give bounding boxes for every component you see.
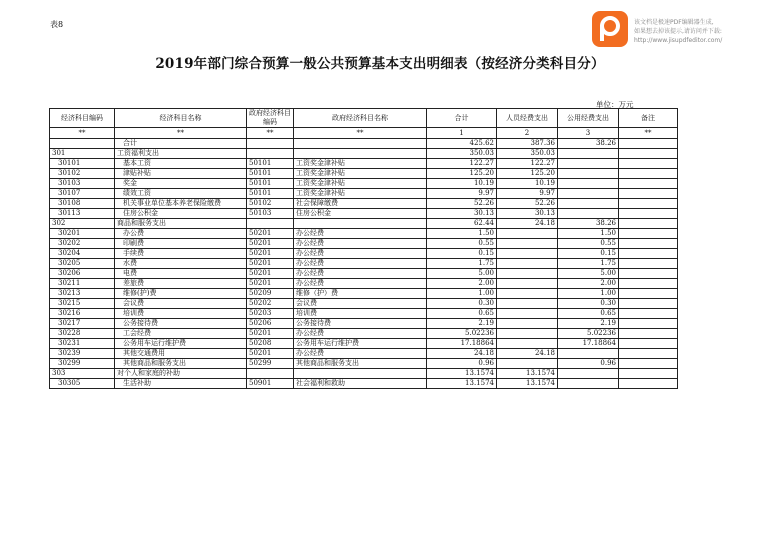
- total-cell: 62.44: [427, 219, 497, 229]
- table-row: [50, 159, 678, 169]
- total-cell: 1.75: [427, 259, 497, 269]
- total-cell: 24.18: [427, 349, 497, 359]
- personnel-expense-cell: [497, 329, 558, 339]
- personnel-expense-cell: 13.1574: [497, 369, 558, 379]
- table-header-row: [50, 109, 678, 128]
- total-cell: 125.20: [427, 169, 497, 179]
- note-cell: [619, 209, 678, 219]
- personnel-expense-cell: 350.03: [497, 149, 558, 159]
- header-cell: 人员经费支出: [497, 109, 558, 128]
- total-cell: 30.13: [427, 209, 497, 219]
- note-cell: [619, 349, 678, 359]
- public-expense-cell: 38.26: [558, 219, 619, 229]
- note-cell: [619, 319, 678, 329]
- gov-code-cell: 50201: [247, 229, 294, 239]
- economic-name-cell: 合计: [115, 139, 247, 149]
- column-index-cell: 2: [497, 128, 558, 139]
- table-row: [50, 309, 678, 319]
- document-title: 2019年部门综合预算一般公共预算基本支出明细表（按经济分类科目分）: [155, 56, 605, 72]
- economic-name-cell: 水费: [115, 259, 247, 269]
- total-cell: 0.65: [427, 309, 497, 319]
- total-cell: 0.55: [427, 239, 497, 249]
- gov-code-cell: 50202: [247, 299, 294, 309]
- header-cell: 政府经济科目编码: [247, 109, 294, 128]
- table-row: [50, 149, 678, 159]
- note-cell: [619, 159, 678, 169]
- total-cell: 52.26: [427, 199, 497, 209]
- economic-code-cell: 30202: [50, 239, 115, 249]
- public-expense-cell: [558, 379, 619, 389]
- pdf-editor-watermark[interactable]: [592, 10, 752, 56]
- note-cell: [619, 169, 678, 179]
- total-cell: 10.19: [427, 179, 497, 189]
- total-cell: 0.96: [427, 359, 497, 369]
- total-cell: 5.02236: [427, 329, 497, 339]
- gov-code-cell: 50201: [247, 259, 294, 269]
- economic-name-cell: 对个人和家庭的补助: [115, 369, 247, 379]
- table-row: [50, 199, 678, 209]
- public-expense-cell: 38.26: [558, 139, 619, 149]
- economic-code-cell: 30211: [50, 279, 115, 289]
- gov-code-cell: 50101: [247, 169, 294, 179]
- header-cell: 经济科目名称: [115, 109, 247, 128]
- gov-name-cell: 工资奖金津补贴: [294, 179, 427, 189]
- note-cell: [619, 149, 678, 159]
- total-cell: 5.00: [427, 269, 497, 279]
- economic-code-cell: 30201: [50, 229, 115, 239]
- gov-name-cell: [294, 369, 427, 379]
- gov-name-cell: 办公经费: [294, 239, 427, 249]
- economic-code-cell: 303: [50, 369, 115, 379]
- table-row: [50, 339, 678, 349]
- economic-code-cell: 30216: [50, 309, 115, 319]
- public-expense-cell: [558, 199, 619, 209]
- public-expense-cell: 5.00: [558, 269, 619, 279]
- public-expense-cell: [558, 159, 619, 169]
- note-cell: [619, 139, 678, 149]
- table-row: [50, 219, 678, 229]
- economic-name-cell: 维修(护)费: [115, 289, 247, 299]
- total-cell: 1.50: [427, 229, 497, 239]
- personnel-expense-cell: [497, 289, 558, 299]
- economic-name-cell: 会议费: [115, 299, 247, 309]
- gov-name-cell: [294, 219, 427, 229]
- budget-detail-table: [49, 108, 678, 389]
- gov-name-cell: 办公经费: [294, 279, 427, 289]
- header-cell: 合计: [427, 109, 497, 128]
- table-row: [50, 349, 678, 359]
- economic-code-cell: [50, 139, 115, 149]
- note-cell: [619, 339, 678, 349]
- gov-name-cell: 其他商品和服务支出: [294, 359, 427, 369]
- economic-code-cell: 30299: [50, 359, 115, 369]
- gov-name-cell: 办公经费: [294, 349, 427, 359]
- note-cell: [619, 199, 678, 209]
- gov-name-cell: 公务用车运行维护费: [294, 339, 427, 349]
- table-row: [50, 379, 678, 389]
- economic-code-cell: 30217: [50, 319, 115, 329]
- public-expense-cell: 1.50: [558, 229, 619, 239]
- table-row: [50, 259, 678, 269]
- personnel-expense-cell: 24.18: [497, 349, 558, 359]
- personnel-expense-cell: 24.18: [497, 219, 558, 229]
- note-cell: [619, 379, 678, 389]
- public-expense-cell: [558, 189, 619, 199]
- public-expense-cell: 2.00: [558, 279, 619, 289]
- public-expense-cell: [558, 169, 619, 179]
- economic-name-cell: 电费: [115, 269, 247, 279]
- table-row: [50, 169, 678, 179]
- personnel-expense-cell: [497, 309, 558, 319]
- gov-code-cell: 50201: [247, 269, 294, 279]
- economic-code-cell: 30205: [50, 259, 115, 269]
- table-row: [50, 369, 678, 379]
- header-cell: 公用经费支出: [558, 109, 619, 128]
- table-row: [50, 179, 678, 189]
- economic-name-cell: 工资福利支出: [115, 149, 247, 159]
- header-cell: 备注: [619, 109, 678, 128]
- note-cell: [619, 369, 678, 379]
- economic-code-cell: 30103: [50, 179, 115, 189]
- total-cell: 350.03: [427, 149, 497, 159]
- gov-name-cell: 社会保障缴费: [294, 199, 427, 209]
- personnel-expense-cell: [497, 279, 558, 289]
- public-expense-cell: 1.00: [558, 289, 619, 299]
- economic-name-cell: 商品和服务支出: [115, 219, 247, 229]
- economic-code-cell: 30231: [50, 339, 115, 349]
- economic-name-cell: 奖金: [115, 179, 247, 189]
- gov-code-cell: 50201: [247, 349, 294, 359]
- table-row: [50, 319, 678, 329]
- economic-code-cell: 30102: [50, 169, 115, 179]
- note-cell: [619, 329, 678, 339]
- personnel-expense-cell: 125.20: [497, 169, 558, 179]
- economic-name-cell: 公务接待费: [115, 319, 247, 329]
- personnel-expense-cell: 10.19: [497, 179, 558, 189]
- total-cell: 0.15: [427, 249, 497, 259]
- gov-name-cell: 住房公积金: [294, 209, 427, 219]
- public-expense-cell: 0.65: [558, 309, 619, 319]
- column-index-cell: 1: [427, 128, 497, 139]
- column-index-cell: **: [50, 128, 115, 139]
- public-expense-cell: [558, 179, 619, 189]
- note-cell: [619, 239, 678, 249]
- gov-code-cell: 50101: [247, 189, 294, 199]
- gov-name-cell: 培训费: [294, 309, 427, 319]
- column-index-cell: **: [115, 128, 247, 139]
- personnel-expense-cell: 30.13: [497, 209, 558, 219]
- gov-name-cell: 工资奖金津补贴: [294, 169, 427, 179]
- table-row: [50, 269, 678, 279]
- gov-name-cell: 社会福利和救助: [294, 379, 427, 389]
- note-cell: [619, 219, 678, 229]
- gov-code-cell: 50103: [247, 209, 294, 219]
- public-expense-cell: [558, 209, 619, 219]
- gov-name-cell: [294, 149, 427, 159]
- economic-code-cell: 30215: [50, 299, 115, 309]
- public-expense-cell: 1.75: [558, 259, 619, 269]
- column-index-row: [50, 128, 678, 139]
- economic-code-cell: 30204: [50, 249, 115, 259]
- table-row: [50, 279, 678, 289]
- header-cell: 政府经济科目名称: [294, 109, 427, 128]
- economic-name-cell: 绩效工资: [115, 189, 247, 199]
- gov-code-cell: 50208: [247, 339, 294, 349]
- table-row: [50, 249, 678, 259]
- public-expense-cell: 5.02236: [558, 329, 619, 339]
- table-row: [50, 359, 678, 369]
- economic-code-cell: 30113: [50, 209, 115, 219]
- public-expense-cell: [558, 149, 619, 159]
- note-cell: [619, 279, 678, 289]
- personnel-expense-cell: [497, 359, 558, 369]
- economic-name-cell: 住房公积金: [115, 209, 247, 219]
- gov-code-cell: [247, 149, 294, 159]
- economic-code-cell: 30305: [50, 379, 115, 389]
- personnel-expense-cell: [497, 299, 558, 309]
- total-cell: 13.1574: [427, 369, 497, 379]
- table-row: [50, 239, 678, 249]
- economic-name-cell: 津贴补贴: [115, 169, 247, 179]
- note-cell: [619, 269, 678, 279]
- economic-name-cell: 手续费: [115, 249, 247, 259]
- gov-name-cell: 公务接待费: [294, 319, 427, 329]
- gov-code-cell: 50209: [247, 289, 294, 299]
- economic-name-cell: 差旅费: [115, 279, 247, 289]
- economic-code-cell: 30213: [50, 289, 115, 299]
- header-cell: 经济科目编码: [50, 109, 115, 128]
- personnel-expense-cell: [497, 229, 558, 239]
- public-expense-cell: 0.15: [558, 249, 619, 259]
- personnel-expense-cell: [497, 249, 558, 259]
- economic-name-cell: 办公费: [115, 229, 247, 239]
- table-row: [50, 189, 678, 199]
- economic-code-cell: 301: [50, 149, 115, 159]
- note-cell: [619, 289, 678, 299]
- gov-name-cell: 办公经费: [294, 249, 427, 259]
- gov-name-cell: 会议费: [294, 299, 427, 309]
- economic-name-cell: 生活补助: [115, 379, 247, 389]
- table-row: [50, 209, 678, 219]
- note-cell: [619, 229, 678, 239]
- table-row: [50, 329, 678, 339]
- personnel-expense-cell: 122.27: [497, 159, 558, 169]
- watermark-url[interactable]: http://www.jisupdfeditor.com/: [634, 37, 723, 44]
- personnel-expense-cell: [497, 259, 558, 269]
- total-cell: 17.18864: [427, 339, 497, 349]
- gov-code-cell: 50201: [247, 239, 294, 249]
- economic-code-cell: 30228: [50, 329, 115, 339]
- table-row: [50, 139, 678, 149]
- personnel-expense-cell: [497, 319, 558, 329]
- gov-code-cell: 50299: [247, 359, 294, 369]
- personnel-expense-cell: 387.36: [497, 139, 558, 149]
- total-cell: 2.00: [427, 279, 497, 289]
- gov-code-cell: 50203: [247, 309, 294, 319]
- economic-code-cell: 30107: [50, 189, 115, 199]
- economic-code-cell: 302: [50, 219, 115, 229]
- watermark-line-2: 如果想去掉该提示,请访问并下载:: [634, 28, 722, 35]
- personnel-expense-cell: 13.1574: [497, 379, 558, 389]
- note-cell: [619, 249, 678, 259]
- total-cell: 9.97: [427, 189, 497, 199]
- gov-code-cell: 50201: [247, 249, 294, 259]
- table-row: [50, 229, 678, 239]
- gov-code-cell: 50101: [247, 179, 294, 189]
- table-row: [50, 299, 678, 309]
- economic-name-cell: 印刷费: [115, 239, 247, 249]
- economic-name-cell: 其他交通费用: [115, 349, 247, 359]
- personnel-expense-cell: 9.97: [497, 189, 558, 199]
- public-expense-cell: 0.55: [558, 239, 619, 249]
- public-expense-cell: 0.30: [558, 299, 619, 309]
- gov-code-cell: 50102: [247, 199, 294, 209]
- gov-name-cell: 办公经费: [294, 259, 427, 269]
- gov-code-cell: 50201: [247, 329, 294, 339]
- public-expense-cell: 0.96: [558, 359, 619, 369]
- table-number-label: 表8: [50, 20, 64, 29]
- gov-name-cell: 办公经费: [294, 329, 427, 339]
- column-index-cell: 3: [558, 128, 619, 139]
- gov-code-cell: 50101: [247, 159, 294, 169]
- total-cell: 0.30: [427, 299, 497, 309]
- total-cell: 425.62: [427, 139, 497, 149]
- economic-code-cell: 30108: [50, 199, 115, 209]
- total-cell: 122.27: [427, 159, 497, 169]
- note-cell: [619, 179, 678, 189]
- gov-name-cell: 维修（护）费: [294, 289, 427, 299]
- note-cell: [619, 299, 678, 309]
- public-expense-cell: [558, 369, 619, 379]
- gov-name-cell: 办公经费: [294, 229, 427, 239]
- note-cell: [619, 309, 678, 319]
- gov-name-cell: 工资奖金津补贴: [294, 189, 427, 199]
- watermark-line-1: 该文档是极速PDF编辑器生成,: [634, 19, 714, 26]
- total-cell: 2.19: [427, 319, 497, 329]
- economic-name-cell: 公务用车运行维护费: [115, 339, 247, 349]
- gov-code-cell: 50201: [247, 279, 294, 289]
- unit-label: 单位：万元: [596, 100, 634, 109]
- gov-name-cell: [294, 139, 427, 149]
- gov-code-cell: [247, 219, 294, 229]
- personnel-expense-cell: [497, 269, 558, 279]
- public-expense-cell: [558, 349, 619, 359]
- personnel-expense-cell: 52.26: [497, 199, 558, 209]
- economic-code-cell: 30239: [50, 349, 115, 359]
- gov-code-cell: [247, 139, 294, 149]
- note-cell: [619, 359, 678, 369]
- gov-name-cell: 办公经费: [294, 269, 427, 279]
- economic-code-cell: 30101: [50, 159, 115, 169]
- personnel-expense-cell: [497, 239, 558, 249]
- total-cell: 13.1574: [427, 379, 497, 389]
- economic-name-cell: 工会经费: [115, 329, 247, 339]
- column-index-cell: **: [619, 128, 678, 139]
- gov-code-cell: 50901: [247, 379, 294, 389]
- column-index-cell: **: [294, 128, 427, 139]
- table-row: [50, 289, 678, 299]
- personnel-expense-cell: [497, 339, 558, 349]
- pdf-editor-logo-icon: [592, 11, 628, 47]
- gov-code-cell: [247, 369, 294, 379]
- note-cell: [619, 189, 678, 199]
- economic-name-cell: 培训费: [115, 309, 247, 319]
- economic-code-cell: 30206: [50, 269, 115, 279]
- public-expense-cell: 17.18864: [558, 339, 619, 349]
- column-index-cell: **: [247, 128, 294, 139]
- economic-name-cell: 其他商品和服务支出: [115, 359, 247, 369]
- note-cell: [619, 259, 678, 269]
- total-cell: 1.00: [427, 289, 497, 299]
- gov-code-cell: 50206: [247, 319, 294, 329]
- economic-name-cell: 基本工资: [115, 159, 247, 169]
- public-expense-cell: 2.19: [558, 319, 619, 329]
- gov-name-cell: 工资奖金津补贴: [294, 159, 427, 169]
- economic-name-cell: 机关事业单位基本养老保险缴费: [115, 199, 247, 209]
